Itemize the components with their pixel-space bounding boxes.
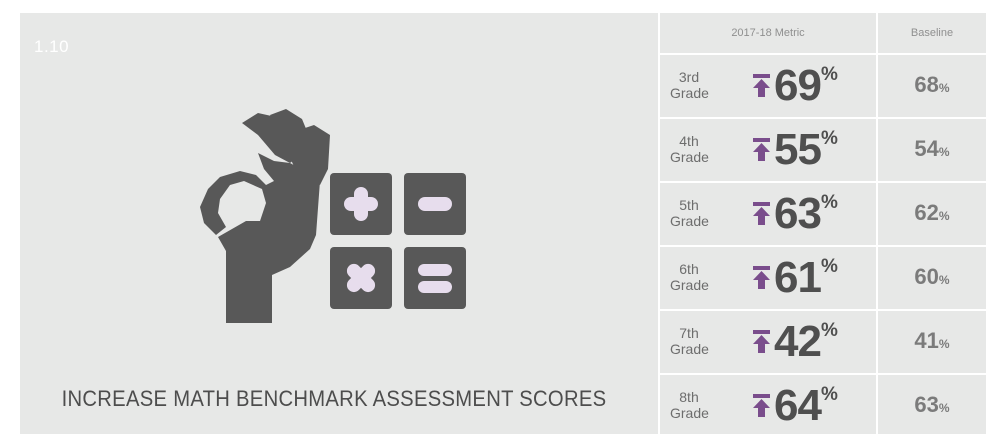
column-header-metric: 2017-18 Metric [660, 13, 876, 53]
goal-title: INCREASE MATH BENCHMARK ASSESSMENT SCORES [61, 386, 607, 411]
goal-panel [20, 13, 658, 434]
arrow-up-to-bar-icon [753, 74, 770, 97]
grade-label [670, 69, 708, 101]
grade-ordinal: 6th [679, 261, 699, 277]
grade-ordinal: 5th [679, 197, 699, 213]
metric-number: 64 [774, 381, 821, 430]
metric-number: 69 [774, 61, 821, 110]
metric-unit: % [820, 192, 838, 213]
baseline-value [878, 264, 986, 290]
column-header-baseline: Baseline [878, 13, 986, 53]
grade-word: Grade [670, 149, 709, 165]
grade-word: Grade [670, 341, 709, 357]
grade-label [670, 133, 708, 165]
table-row-baseline [878, 183, 986, 245]
grade-label [670, 325, 708, 357]
grade-word: Grade [670, 85, 709, 101]
grade-word: Grade [670, 213, 709, 229]
metric-unit: % [820, 128, 838, 149]
baseline-number: 63 [914, 392, 939, 417]
table-row-baseline [878, 375, 986, 434]
table-row-baseline [878, 311, 986, 373]
grade-word: Grade [670, 277, 709, 293]
metric-number: 55 [774, 125, 821, 174]
metric-number: 63 [774, 189, 821, 238]
metric-value [774, 253, 838, 303]
table-row-metric [660, 183, 876, 245]
table-row-metric [660, 119, 876, 181]
baseline-unit: % [938, 81, 950, 95]
grade-ordinal: 7th [679, 325, 699, 341]
arrow-up-to-bar-icon [753, 138, 770, 161]
metric-number: 61 [774, 253, 821, 302]
arrow-up-to-bar-icon [753, 266, 770, 289]
metric-value [774, 381, 838, 431]
table-row-baseline [878, 55, 986, 117]
metric-unit: % [820, 64, 838, 85]
grade-ordinal: 8th [679, 389, 699, 405]
baseline-number: 54 [914, 136, 939, 161]
arrow-up-to-bar-icon [753, 394, 770, 417]
metric-unit: % [820, 256, 838, 277]
table-row-metric [660, 311, 876, 373]
table-row-metric [660, 247, 876, 309]
grade-ordinal: 4th [679, 133, 699, 149]
table-row-metric [660, 375, 876, 434]
table-row-baseline [878, 247, 986, 309]
metric-unit: % [820, 320, 838, 341]
baseline-value [878, 136, 986, 162]
section-number: 1.10 [34, 37, 70, 56]
baseline-value [878, 72, 986, 98]
arrow-up-to-bar-icon [753, 202, 770, 225]
baseline-value [878, 392, 986, 418]
baseline-unit: % [938, 273, 950, 287]
metric-value [774, 125, 838, 175]
metric-value [774, 189, 838, 239]
table-row-metric [660, 55, 876, 117]
grade-word: Grade [670, 405, 709, 421]
baseline-unit: % [938, 401, 950, 415]
baseline-number: 60 [914, 264, 939, 289]
metric-number: 42 [774, 317, 821, 366]
math-illustration [20, 13, 658, 373]
baseline-value [878, 328, 986, 354]
grade-label [670, 389, 708, 421]
baseline-unit: % [938, 145, 950, 159]
metric-value [774, 61, 838, 111]
arrow-up-to-bar-icon [753, 330, 770, 353]
grade-ordinal: 3rd [678, 69, 700, 85]
ok-hand-icon [200, 109, 330, 323]
baseline-number: 68 [914, 72, 939, 97]
calculator-icon [330, 173, 466, 309]
grade-label [670, 197, 708, 229]
metric-unit: % [820, 384, 838, 405]
baseline-value [878, 200, 986, 226]
metric-value [774, 317, 838, 367]
baseline-number: 62 [914, 200, 939, 225]
metrics-table [660, 13, 986, 434]
table-row-baseline [878, 119, 986, 181]
baseline-unit: % [938, 209, 950, 223]
grade-label [670, 261, 708, 293]
baseline-number: 41 [914, 328, 939, 353]
baseline-unit: % [938, 337, 950, 351]
equals-key-icon [404, 247, 466, 309]
